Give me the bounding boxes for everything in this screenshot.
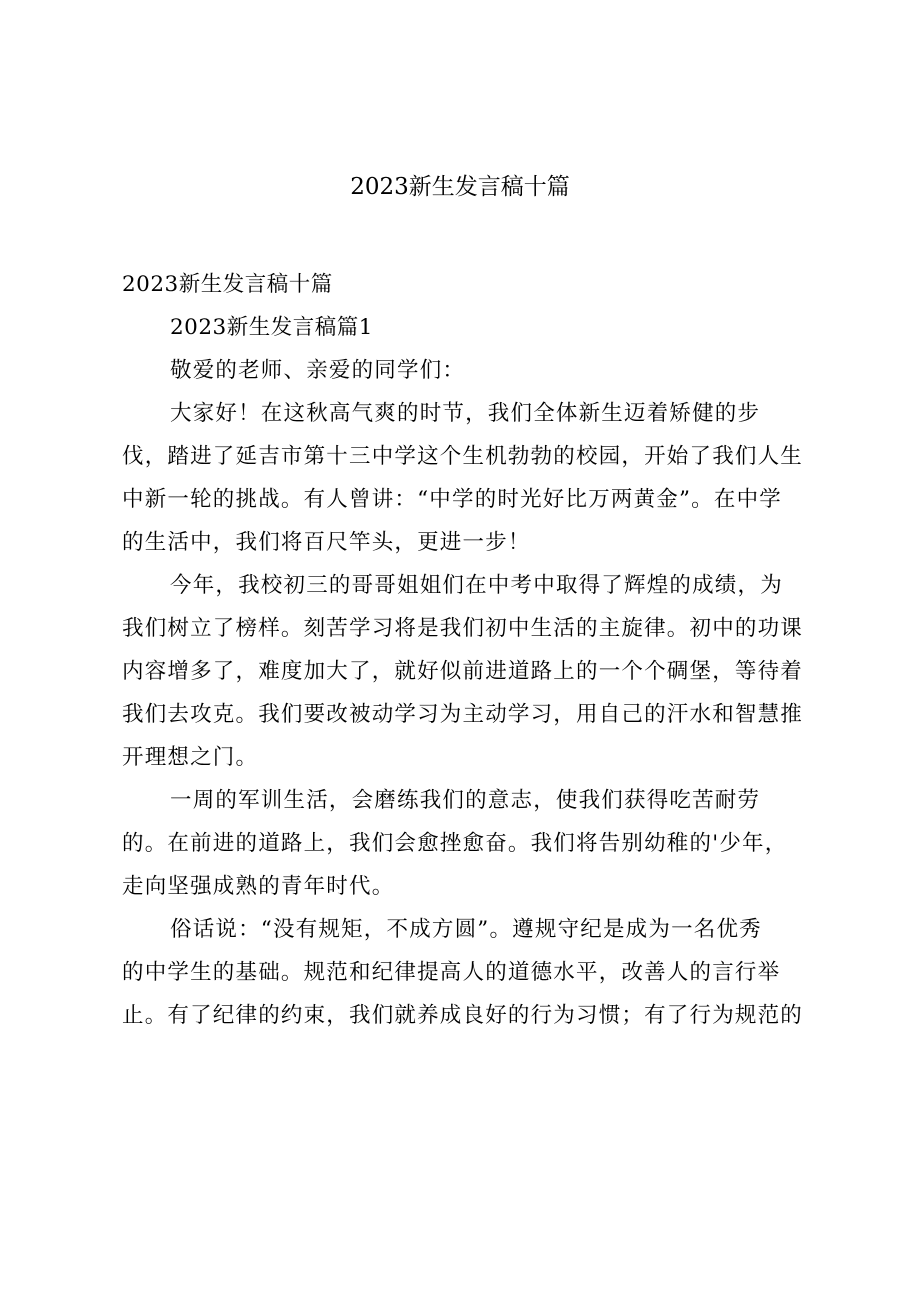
paragraph-4 <box>122 908 822 1037</box>
document-title: 2023新生发言稿十篇 <box>350 174 570 200</box>
paragraph-line: 俗话说：“没有规矩，不成方圆”。遵规守纪是成为一名优秀 <box>170 917 762 942</box>
paragraph-line: 伐，踏进了延吉市第十三中学这个生机勃勃的校园，开始了我们人生 <box>122 444 804 469</box>
section-heading: 2023新生发言稿篇1 <box>170 315 373 340</box>
paragraph-line: 的中学生的基础。规范和纪律提高人的道德水平，改善人的言行举 <box>122 960 781 985</box>
paragraph-line: 大家好！在这秋高气爽的时节，我们全体新生迈着矫健的步 <box>170 401 761 426</box>
paragraph-line: 我们树立了榜样。刻苦学习将是我们初中生活的主旋律。初中的功课 <box>122 616 804 641</box>
document-body <box>122 263 822 1037</box>
paragraph-line: 内容增多了，难度加大了，就好似前进道路上的一个个碉堡，等待着 <box>122 659 804 684</box>
paragraph-line: 走向坚强成熟的青年时代。 <box>122 874 395 899</box>
paragraph-line: 止。有了纪律的约束，我们就养成良好的行为习惯；有了行为规范的 <box>122 1003 804 1028</box>
paragraph-line: 的生活中，我们将百尺竿头，更进一步！ <box>122 530 531 555</box>
document-subtitle: 2023新生发言稿十篇 <box>122 272 333 297</box>
paragraph-1 <box>122 392 822 564</box>
paragraph-line: 今年，我校初三的哥哥姐姐们在中考中取得了辉煌的成绩，为 <box>170 573 783 598</box>
paragraph-line: 的。在前进的道路上，我们会愈挫愈奋。我们将告别幼稚的'少年， <box>122 831 788 856</box>
paragraph-line: 我们去攻克。我们要改被动学习为主动学习，用自己的汗水和智慧推 <box>122 702 804 727</box>
paragraph-2 <box>122 564 822 779</box>
paragraph-line: 中新一轮的挑战。有人曾讲：“中学的时光好比万两黄金”。在中学 <box>122 487 782 512</box>
salutation: 敬爱的老师、亲爱的同学们： <box>170 358 466 383</box>
paragraph-line: 一周的军训生活，会磨练我们的意志，使我们获得吃苦耐劳 <box>170 788 761 813</box>
paragraph-3 <box>122 779 822 908</box>
paragraph-line: 开理想之门。 <box>122 745 259 770</box>
